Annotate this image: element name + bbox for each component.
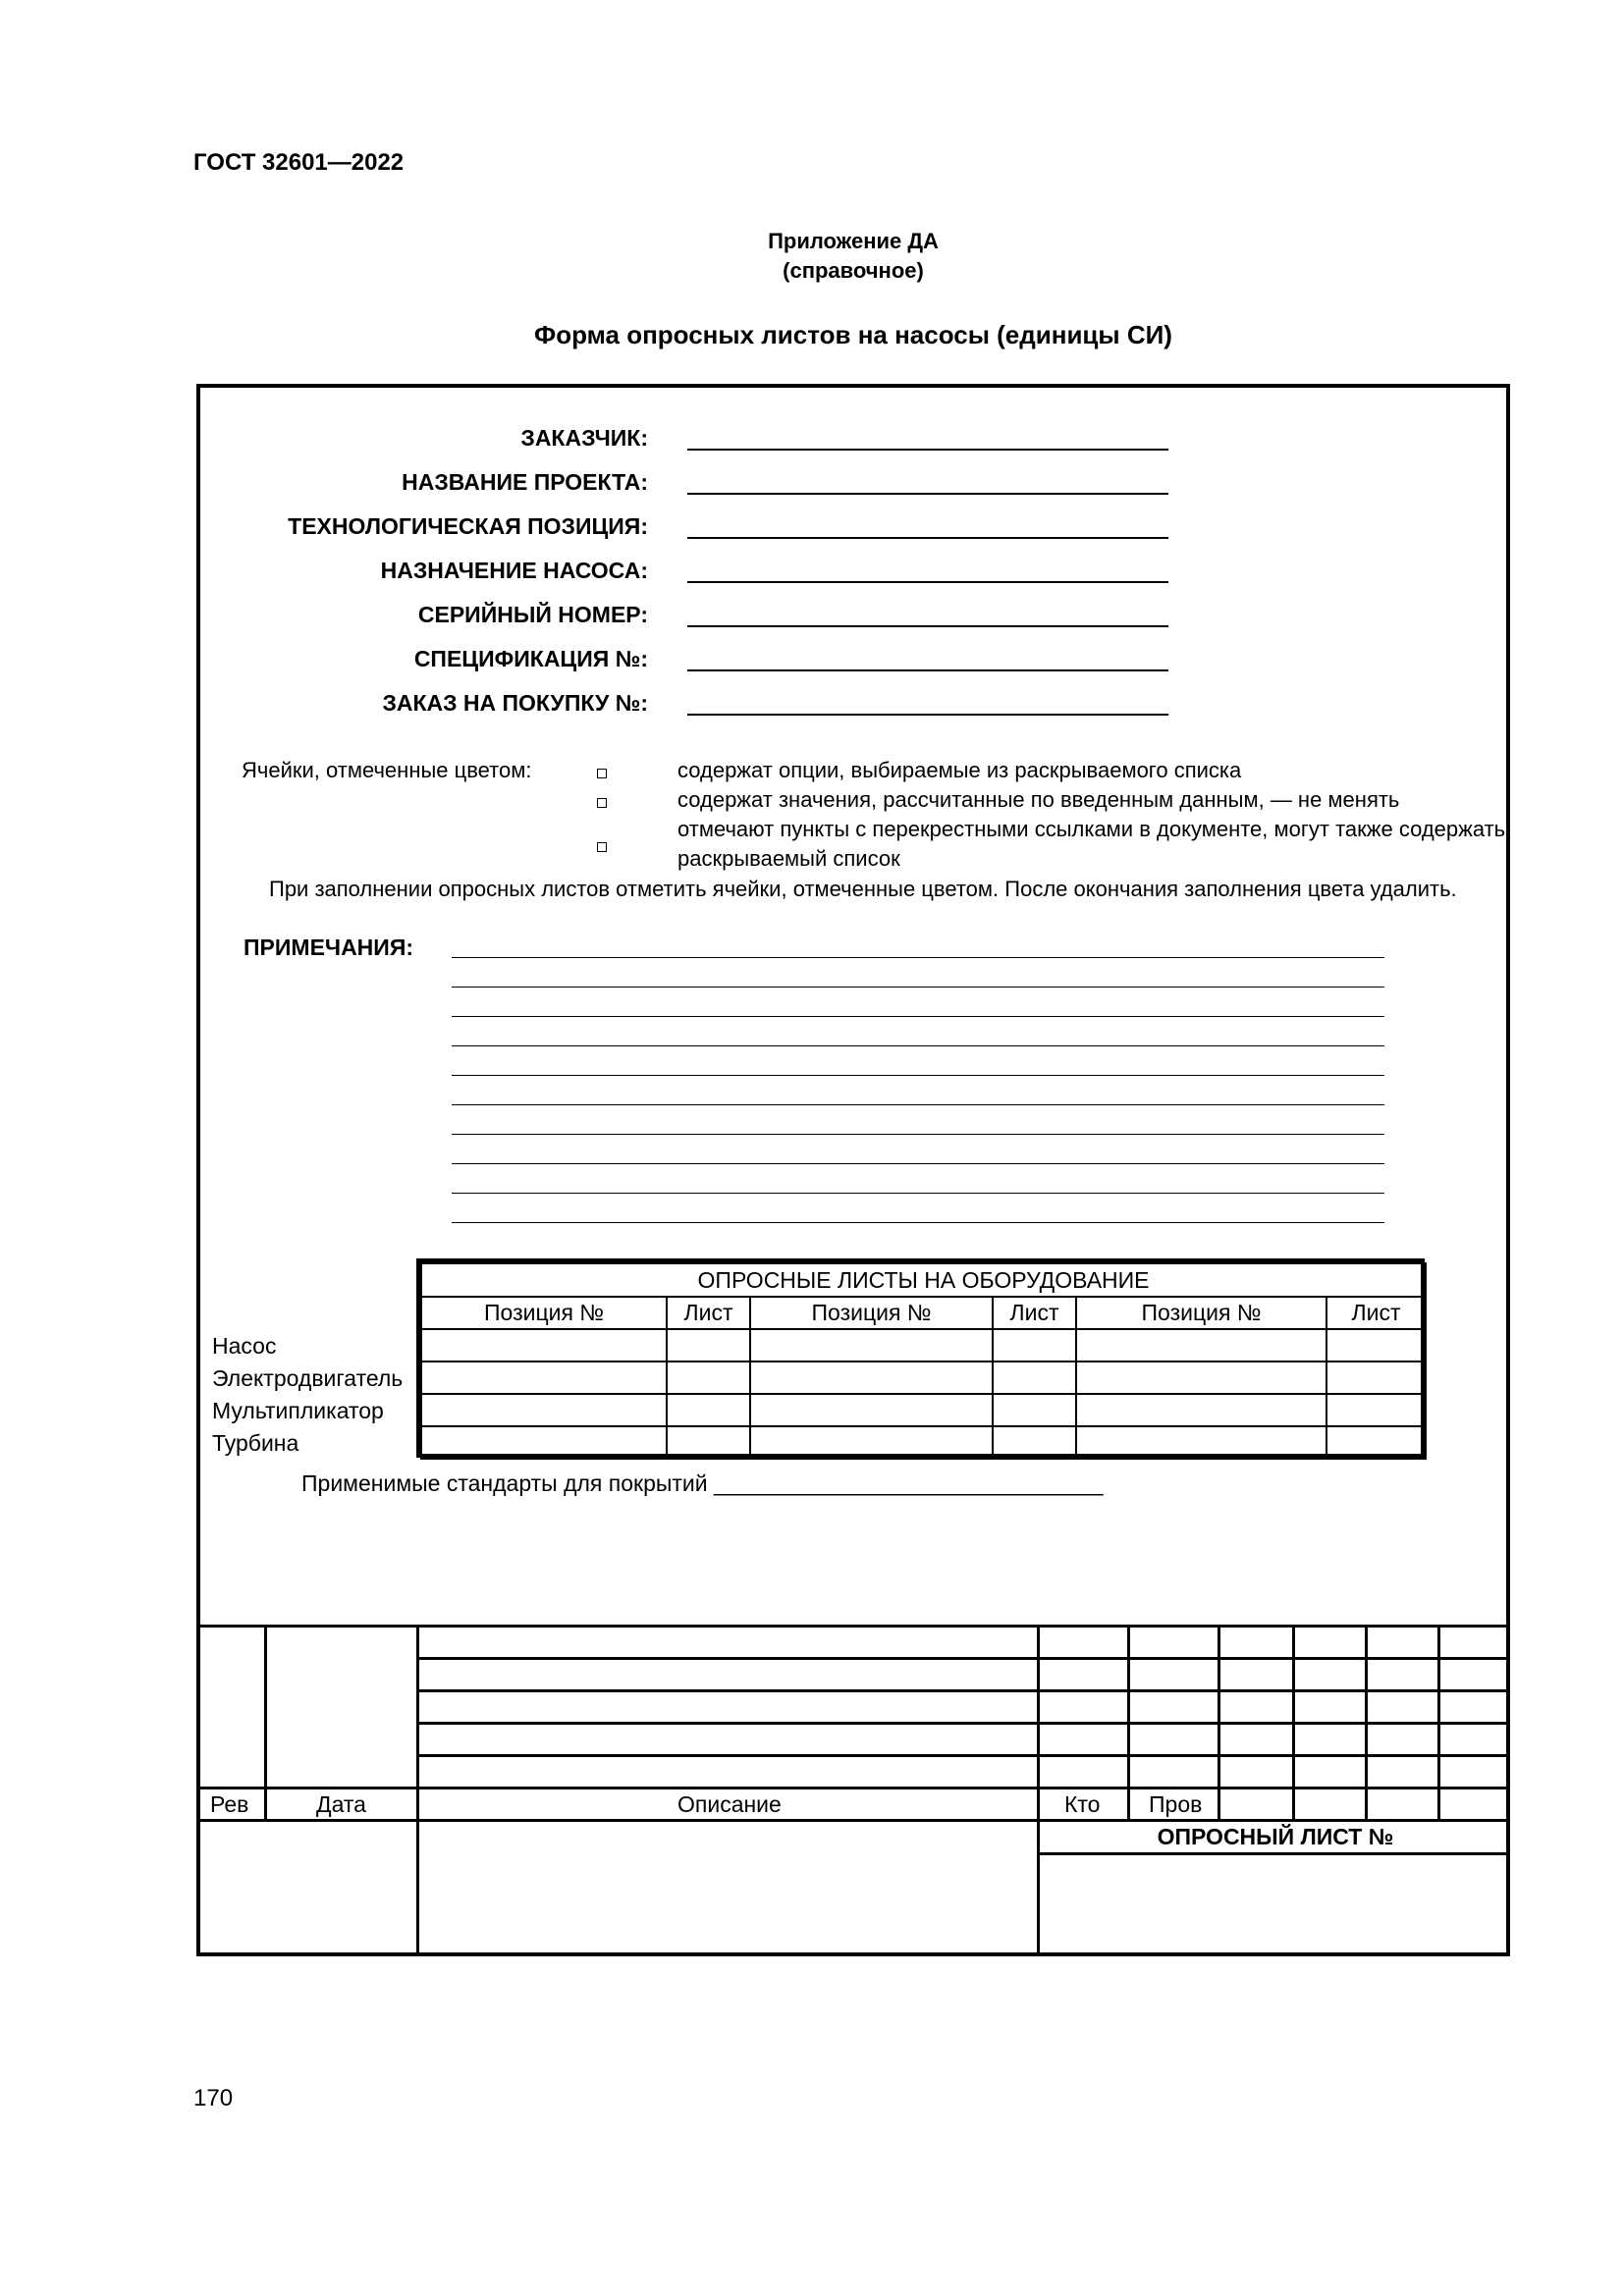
table-cell[interactable] (667, 1362, 750, 1394)
legend-item-crossref-cont: раскрываемый список (677, 846, 900, 871)
notes-label: ПРИМЕЧАНИЯ: (244, 934, 414, 960)
title-block (196, 1625, 1510, 1956)
column-header: Позиция № (421, 1297, 667, 1329)
column-header: Лист (993, 1297, 1076, 1329)
row-label-motor: Электродвигатель (212, 1365, 404, 1391)
square-icon (597, 769, 607, 778)
table-cell[interactable] (667, 1394, 750, 1426)
notes-line[interactable] (452, 1075, 1384, 1076)
table-cell[interactable] (421, 1329, 667, 1362)
notes-line[interactable] (452, 1045, 1384, 1046)
row-label-turbine: Турбина (212, 1430, 299, 1456)
table-cell[interactable] (1326, 1394, 1426, 1426)
appendix-subtitle: (справочное) (783, 258, 924, 283)
field-purpose-input[interactable] (687, 581, 1168, 583)
field-project-label: НАЗВАНИЕ ПРОЕКТА: (402, 469, 648, 495)
notes-line[interactable] (452, 1104, 1384, 1105)
rule (196, 1819, 1510, 1822)
table-row (421, 1329, 1426, 1362)
sheet-number-label: ОПРОСНЫЙ ЛИСТ № (1157, 1824, 1394, 1849)
table-cell[interactable] (750, 1394, 993, 1426)
table-cell[interactable] (1076, 1362, 1326, 1394)
notes-line[interactable] (452, 987, 1384, 988)
notes-line[interactable] (452, 1163, 1384, 1164)
coatings-standards-label: Применимые стандарты для покрытий _______________________________ (301, 1470, 1104, 1496)
field-customer-label: ЗАКАЗЧИК: (520, 425, 648, 451)
field-spec-label: СПЕЦИФИКАЦИЯ №: (413, 646, 648, 671)
square-icon (597, 842, 607, 852)
date-label: Дата (316, 1791, 366, 1817)
rule (196, 1787, 1510, 1789)
table-cell[interactable] (421, 1426, 667, 1459)
table-cell[interactable] (667, 1329, 750, 1362)
column-header: Лист (1326, 1297, 1426, 1329)
legend-label: Ячейки, отмеченные цветом: (242, 758, 532, 782)
rule (1037, 1852, 1510, 1855)
legend-item-calculated: содержат значения, рассчитанные по введенным данным, — не менять (677, 787, 1400, 812)
appendix-title: Приложение ДА (768, 229, 939, 253)
table-cell[interactable] (750, 1329, 993, 1362)
table-cell[interactable] (1326, 1329, 1426, 1362)
notes-line[interactable] (452, 1193, 1384, 1194)
column-header: Позиция № (750, 1297, 993, 1329)
table-cell[interactable] (750, 1362, 993, 1394)
field-serial-label: СЕРИЙНЫЙ НОМЕР: (417, 602, 648, 627)
rule (416, 1754, 1510, 1757)
table-cell[interactable] (1326, 1362, 1426, 1394)
rule (196, 1625, 1510, 1628)
table-row (421, 1426, 1426, 1459)
rule (1037, 1625, 1040, 1956)
field-customer-input[interactable] (687, 449, 1168, 451)
row-label-gear: Мультипликатор (212, 1398, 384, 1423)
table-cell[interactable] (750, 1426, 993, 1459)
table-cell[interactable] (993, 1329, 1076, 1362)
square-icon (597, 798, 607, 808)
rule (1218, 1625, 1220, 1819)
field-po-input[interactable] (687, 714, 1168, 716)
table-row (421, 1394, 1426, 1426)
table-cell[interactable] (667, 1426, 750, 1459)
form-title: Форма опросных листов на насосы (единицы СИ) (534, 320, 1172, 349)
rule (1292, 1625, 1295, 1819)
table-cell[interactable] (1076, 1394, 1326, 1426)
field-serial-input[interactable] (687, 625, 1168, 627)
table-cell[interactable] (1076, 1329, 1326, 1362)
table-cell[interactable] (993, 1426, 1076, 1459)
column-header: Лист (667, 1297, 750, 1329)
notes-line[interactable] (452, 1016, 1384, 1017)
by-label: Кто (1064, 1791, 1101, 1817)
rule (1365, 1625, 1368, 1819)
table-cell[interactable] (993, 1362, 1076, 1394)
rule (416, 1657, 1510, 1660)
field-spec-input[interactable] (687, 669, 1168, 671)
field-project-input[interactable] (687, 493, 1168, 495)
page-number: 170 (193, 2085, 234, 2111)
notes-line[interactable] (452, 1222, 1384, 1223)
rule (416, 1689, 1510, 1692)
legend-instruction: При заполнении опросных листов отметить ячейки, отмеченные цветом. После окончания заполнения цвета удалить. (269, 877, 1457, 901)
table-cell[interactable] (1076, 1426, 1326, 1459)
equipment-sheets-title: ОПРОСНЫЕ ЛИСТЫ НА ОБОРУДОВАНИЕ (421, 1263, 1426, 1297)
rule (1127, 1625, 1130, 1819)
description-label: Описание (677, 1791, 782, 1817)
legend-item-crossref: отмечают пункты с перекрестными ссылками в документе, могут также содержать (677, 817, 1506, 841)
rule (416, 1722, 1510, 1725)
rule (264, 1625, 267, 1819)
table-cell[interactable] (421, 1394, 667, 1426)
notes-line[interactable] (452, 1134, 1384, 1135)
standard-designation: ГОСТ 32601—2022 (193, 149, 405, 176)
rule (416, 1625, 419, 1956)
checked-label: Пров (1149, 1791, 1203, 1817)
field-purpose-label: НАЗНАЧЕНИЕ НАСОСА: (380, 558, 648, 583)
rev-label: Рев (210, 1791, 249, 1817)
table-cell[interactable] (1326, 1426, 1426, 1459)
legend-item-dropdown: содержат опции, выбираемые из раскрываемого списка (677, 758, 1242, 782)
table-cell[interactable] (421, 1362, 667, 1394)
row-label-pump: Насос (212, 1333, 277, 1359)
notes-line[interactable] (452, 957, 1384, 958)
table-cell[interactable] (993, 1394, 1076, 1426)
field-position-label: ТЕХНОЛОГИЧЕСКАЯ ПОЗИЦИЯ: (288, 513, 648, 539)
field-position-input[interactable] (687, 537, 1168, 539)
column-header: Позиция № (1076, 1297, 1326, 1329)
table-row (421, 1362, 1426, 1394)
rule (1437, 1625, 1440, 1819)
equipment-sheets-table (416, 1258, 1425, 1458)
field-po-label: ЗАКАЗ НА ПОКУПКУ №: (382, 690, 648, 716)
